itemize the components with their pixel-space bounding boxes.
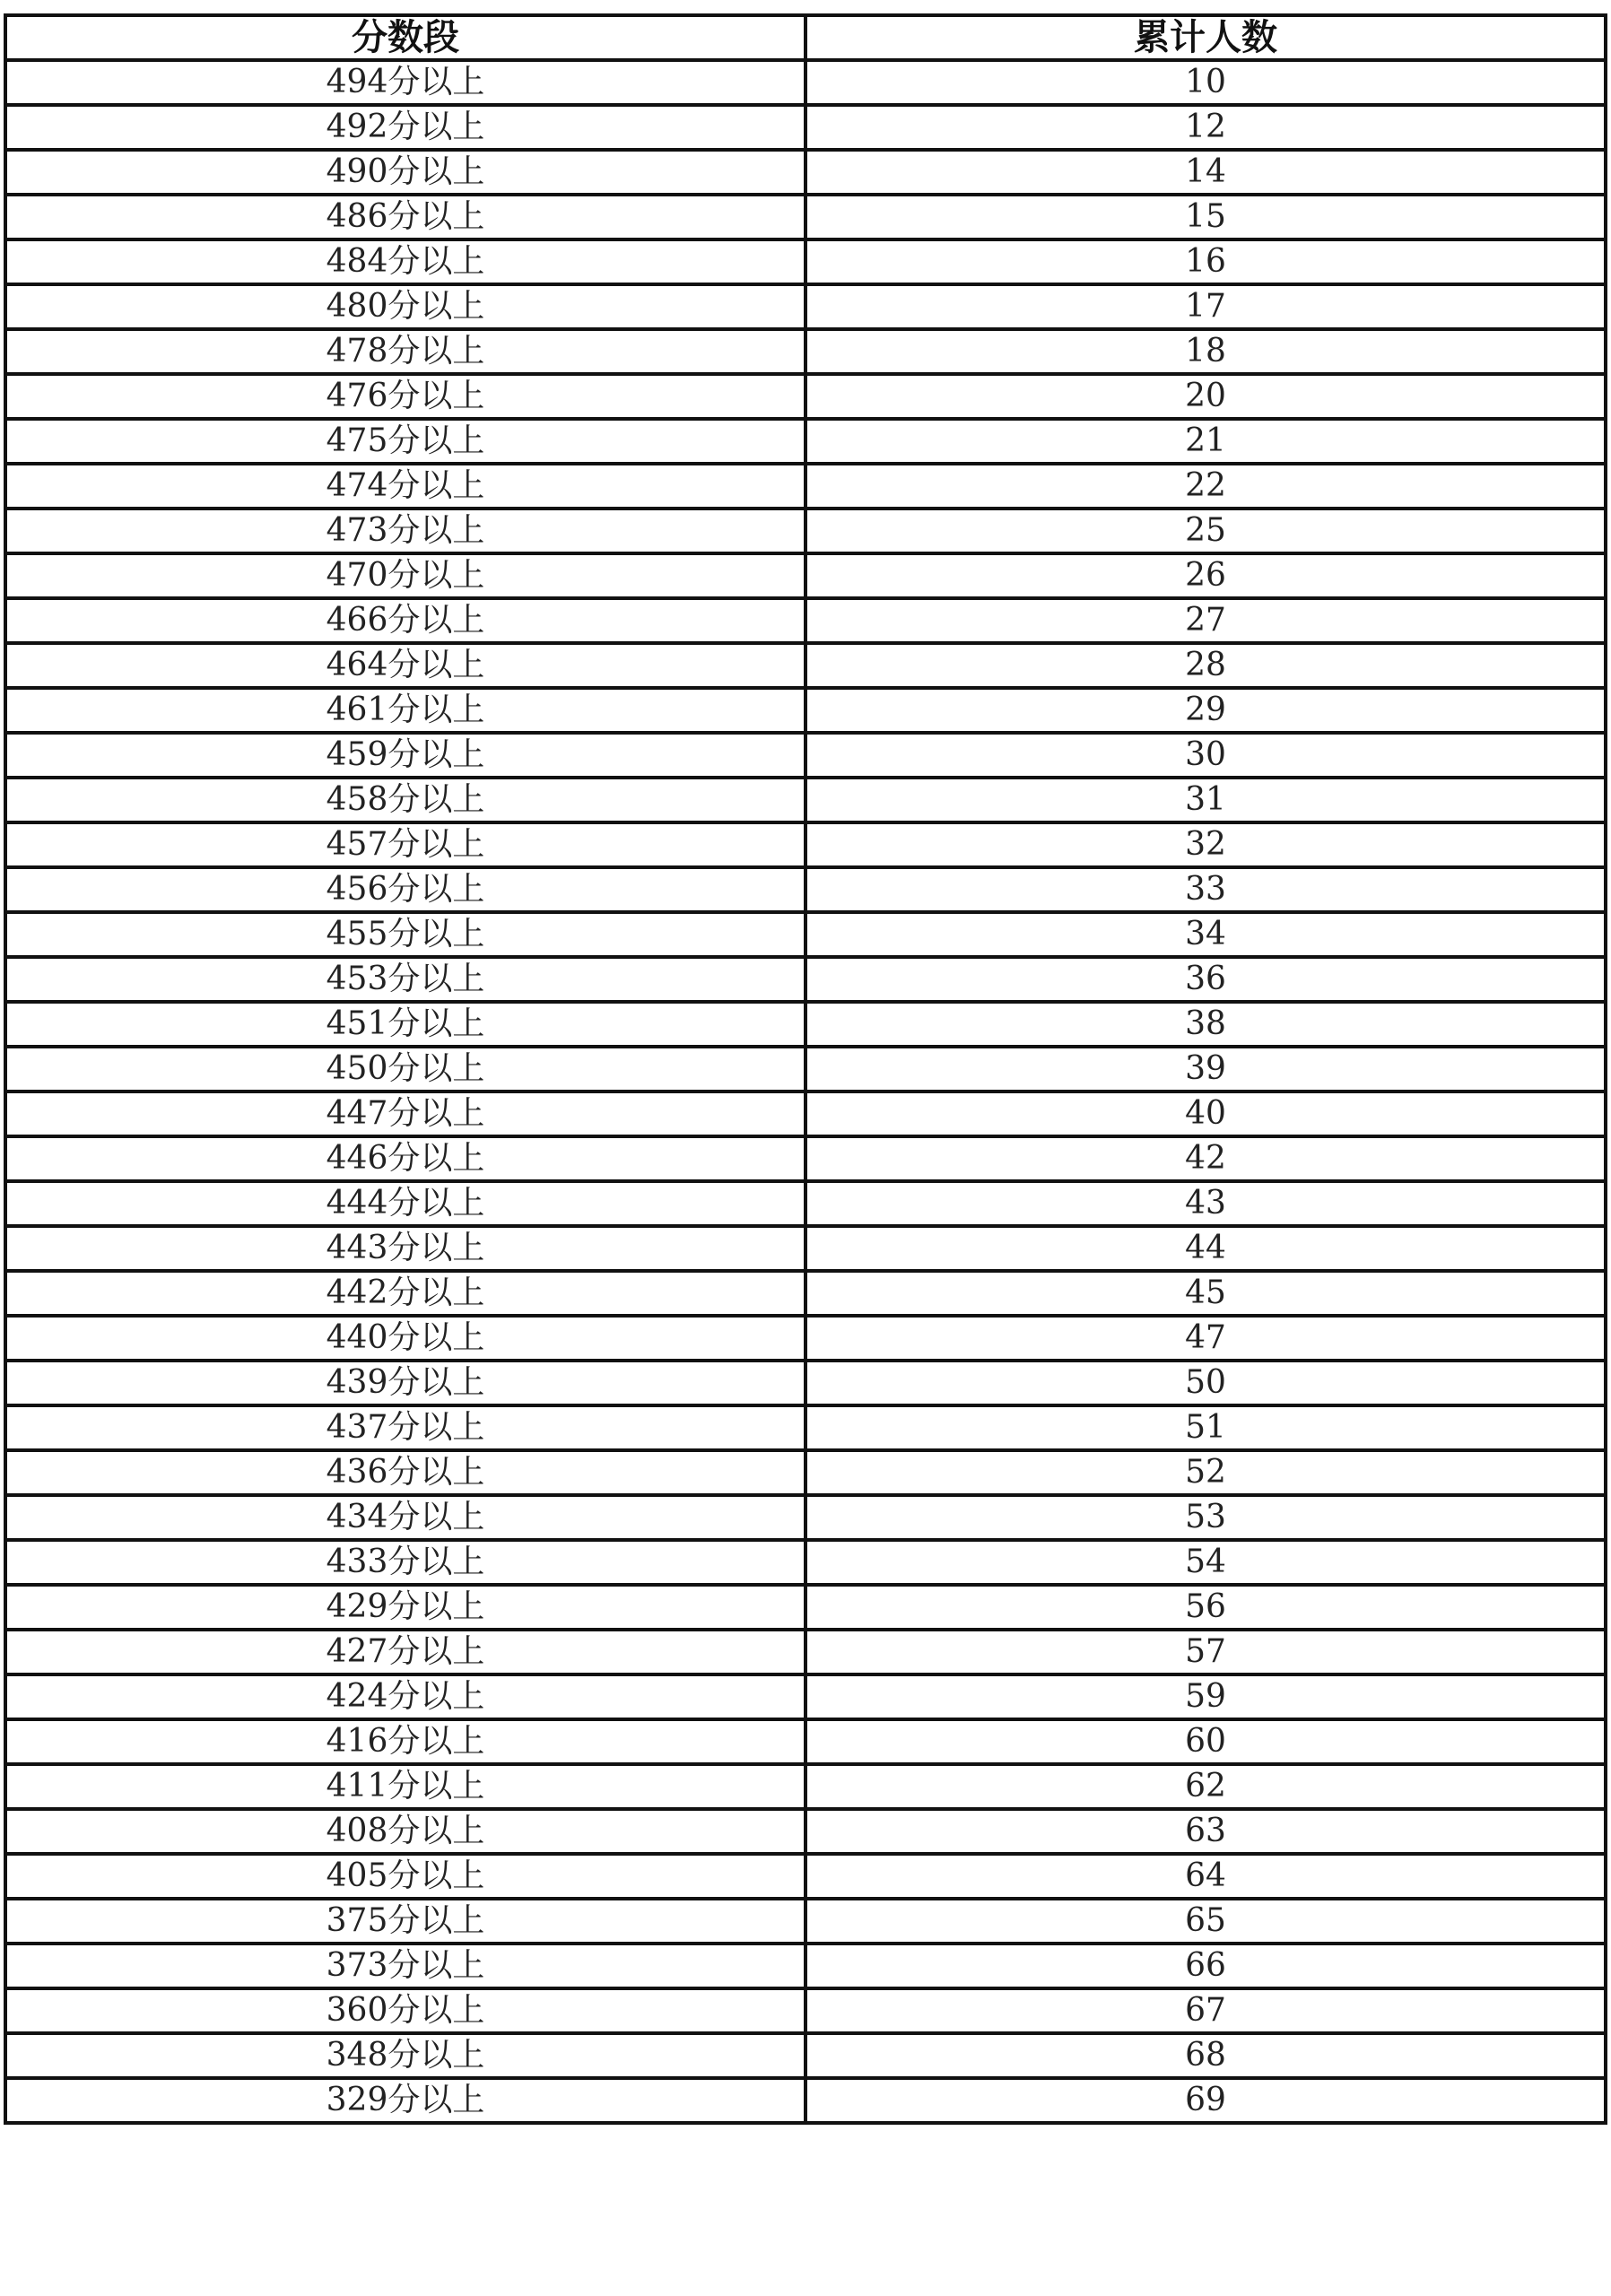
score-range-cell: 348分以上 [5,2033,806,2078]
table-row [5,1944,1606,1988]
cumulative-count-cell: 44 [806,1226,1606,1271]
cumulative-count-cell: 64 [806,1854,1606,1899]
cumulative-count-cell: 22 [806,464,1606,509]
score-range-cell: 450分以上 [5,1047,806,1091]
cumulative-count-cell: 52 [806,1450,1606,1495]
table-row [5,822,1606,867]
cumulative-count-cell: 40 [806,1091,1606,1136]
score-table-sheet [4,13,1604,2292]
table-row [5,553,1606,598]
cumulative-count-cell: 16 [806,239,1606,284]
table-row [5,1136,1606,1181]
cumulative-count-cell: 45 [806,1271,1606,1316]
cumulative-count-cell: 63 [806,1809,1606,1854]
cumulative-count-cell: 38 [806,1002,1606,1047]
score-range-cell: 442分以上 [5,1271,806,1316]
cumulative-count-cell: 39 [806,1047,1606,1091]
score-range-cell: 444分以上 [5,1181,806,1226]
cumulative-count-cell: 20 [806,374,1606,419]
table-row [5,1764,1606,1809]
cumulative-count-cell: 69 [806,2078,1606,2123]
score-range-cell: 459分以上 [5,733,806,778]
score-range-cell: 464分以上 [5,643,806,688]
score-range-cell: 434分以上 [5,1495,806,1540]
score-range-cell: 480分以上 [5,284,806,329]
table-row [5,688,1606,733]
cumulative-count-cell: 14 [806,150,1606,195]
table-row [5,2033,1606,2078]
score-range-cell: 478分以上 [5,329,806,374]
cumulative-count-cell: 43 [806,1181,1606,1226]
cumulative-count-cell: 12 [806,105,1606,150]
cumulative-count-cell: 21 [806,419,1606,464]
score-range-cell: 492分以上 [5,105,806,150]
cumulative-count-cell: 31 [806,778,1606,822]
table-row [5,1091,1606,1136]
cumulative-count-cell: 53 [806,1495,1606,1540]
cumulative-count-cell: 36 [806,957,1606,1002]
cumulative-count-cell: 10 [806,60,1606,105]
table-row [5,374,1606,419]
cumulative-count-cell: 56 [806,1585,1606,1630]
cumulative-count-cell: 26 [806,553,1606,598]
score-range-cell: 433分以上 [5,1540,806,1585]
table-row [5,105,1606,150]
score-range-cell: 466分以上 [5,598,806,643]
cumulative-count-cell: 60 [806,1719,1606,1764]
cumulative-count-cell: 30 [806,733,1606,778]
table-row [5,1495,1606,1540]
table-row [5,598,1606,643]
score-range-cell: 461分以上 [5,688,806,733]
table-row [5,464,1606,509]
score-range-cell: 408分以上 [5,1809,806,1854]
score-range-cell: 429分以上 [5,1585,806,1630]
table-row [5,284,1606,329]
score-range-cell: 443分以上 [5,1226,806,1271]
score-range-cell: 447分以上 [5,1091,806,1136]
cumulative-count-cell: 18 [806,329,1606,374]
header-score-range: 分数段 [5,15,806,60]
score-range-cell: 440分以上 [5,1316,806,1361]
score-range-cell: 373分以上 [5,1944,806,1988]
table-row [5,195,1606,239]
cumulative-count-cell: 66 [806,1944,1606,1988]
table-row [5,1674,1606,1719]
cumulative-count-cell: 28 [806,643,1606,688]
score-range-cell: 486分以上 [5,195,806,239]
table-row [5,1630,1606,1674]
table-row [5,1719,1606,1764]
table-row [5,1405,1606,1450]
score-range-cell: 439分以上 [5,1361,806,1405]
cumulative-count-cell: 29 [806,688,1606,733]
score-distribution-table [4,13,1607,2125]
score-range-cell: 458分以上 [5,778,806,822]
table-row [5,2078,1606,2123]
score-range-cell: 494分以上 [5,60,806,105]
score-range-cell: 375分以上 [5,1899,806,1944]
score-range-cell: 411分以上 [5,1764,806,1809]
cumulative-count-cell: 25 [806,509,1606,553]
score-range-cell: 473分以上 [5,509,806,553]
cumulative-count-cell: 17 [806,284,1606,329]
table-row [5,1585,1606,1630]
table-row [5,1226,1606,1271]
cumulative-count-cell: 32 [806,822,1606,867]
table-row [5,1540,1606,1585]
table-row [5,1854,1606,1899]
cumulative-count-cell: 68 [806,2033,1606,2078]
cumulative-count-cell: 62 [806,1764,1606,1809]
header-cumulative-count: 累计人数 [806,15,1606,60]
score-range-cell: 475分以上 [5,419,806,464]
score-range-cell: 455分以上 [5,912,806,957]
score-range-cell: 446分以上 [5,1136,806,1181]
score-range-cell: 490分以上 [5,150,806,195]
table-row [5,60,1606,105]
cumulative-count-cell: 50 [806,1361,1606,1405]
table-row [5,957,1606,1002]
table-row [5,239,1606,284]
score-range-cell: 453分以上 [5,957,806,1002]
score-range-cell: 470分以上 [5,553,806,598]
table-row [5,867,1606,912]
cumulative-count-cell: 67 [806,1988,1606,2033]
table-header-row [5,15,1606,60]
score-range-cell: 360分以上 [5,1988,806,2033]
table-body [5,60,1606,2123]
table-row [5,1181,1606,1226]
table-row [5,150,1606,195]
table-row [5,1899,1606,1944]
table-row [5,1002,1606,1047]
score-range-cell: 451分以上 [5,1002,806,1047]
score-range-cell: 437分以上 [5,1405,806,1450]
table-row [5,733,1606,778]
table-row [5,778,1606,822]
table-row [5,419,1606,464]
table-row [5,1988,1606,2033]
cumulative-count-cell: 59 [806,1674,1606,1719]
cumulative-count-cell: 54 [806,1540,1606,1585]
table-row [5,912,1606,957]
cumulative-count-cell: 51 [806,1405,1606,1450]
cumulative-count-cell: 27 [806,598,1606,643]
score-range-cell: 474分以上 [5,464,806,509]
cumulative-count-cell: 34 [806,912,1606,957]
cumulative-count-cell: 65 [806,1899,1606,1944]
score-range-cell: 457分以上 [5,822,806,867]
table-row [5,509,1606,553]
table-row [5,329,1606,374]
score-range-cell: 427分以上 [5,1630,806,1674]
table-row [5,1809,1606,1854]
table-row [5,1361,1606,1405]
score-range-cell: 476分以上 [5,374,806,419]
score-range-cell: 484分以上 [5,239,806,284]
cumulative-count-cell: 42 [806,1136,1606,1181]
score-range-cell: 436分以上 [5,1450,806,1495]
score-range-cell: 456分以上 [5,867,806,912]
table-row [5,1316,1606,1361]
score-range-cell: 424分以上 [5,1674,806,1719]
table-row [5,643,1606,688]
table-row [5,1271,1606,1316]
cumulative-count-cell: 15 [806,195,1606,239]
cumulative-count-cell: 33 [806,867,1606,912]
table-row [5,1450,1606,1495]
score-range-cell: 416分以上 [5,1719,806,1764]
score-range-cell: 329分以上 [5,2078,806,2123]
cumulative-count-cell: 57 [806,1630,1606,1674]
score-range-cell: 405分以上 [5,1854,806,1899]
cumulative-count-cell: 47 [806,1316,1606,1361]
table-row [5,1047,1606,1091]
